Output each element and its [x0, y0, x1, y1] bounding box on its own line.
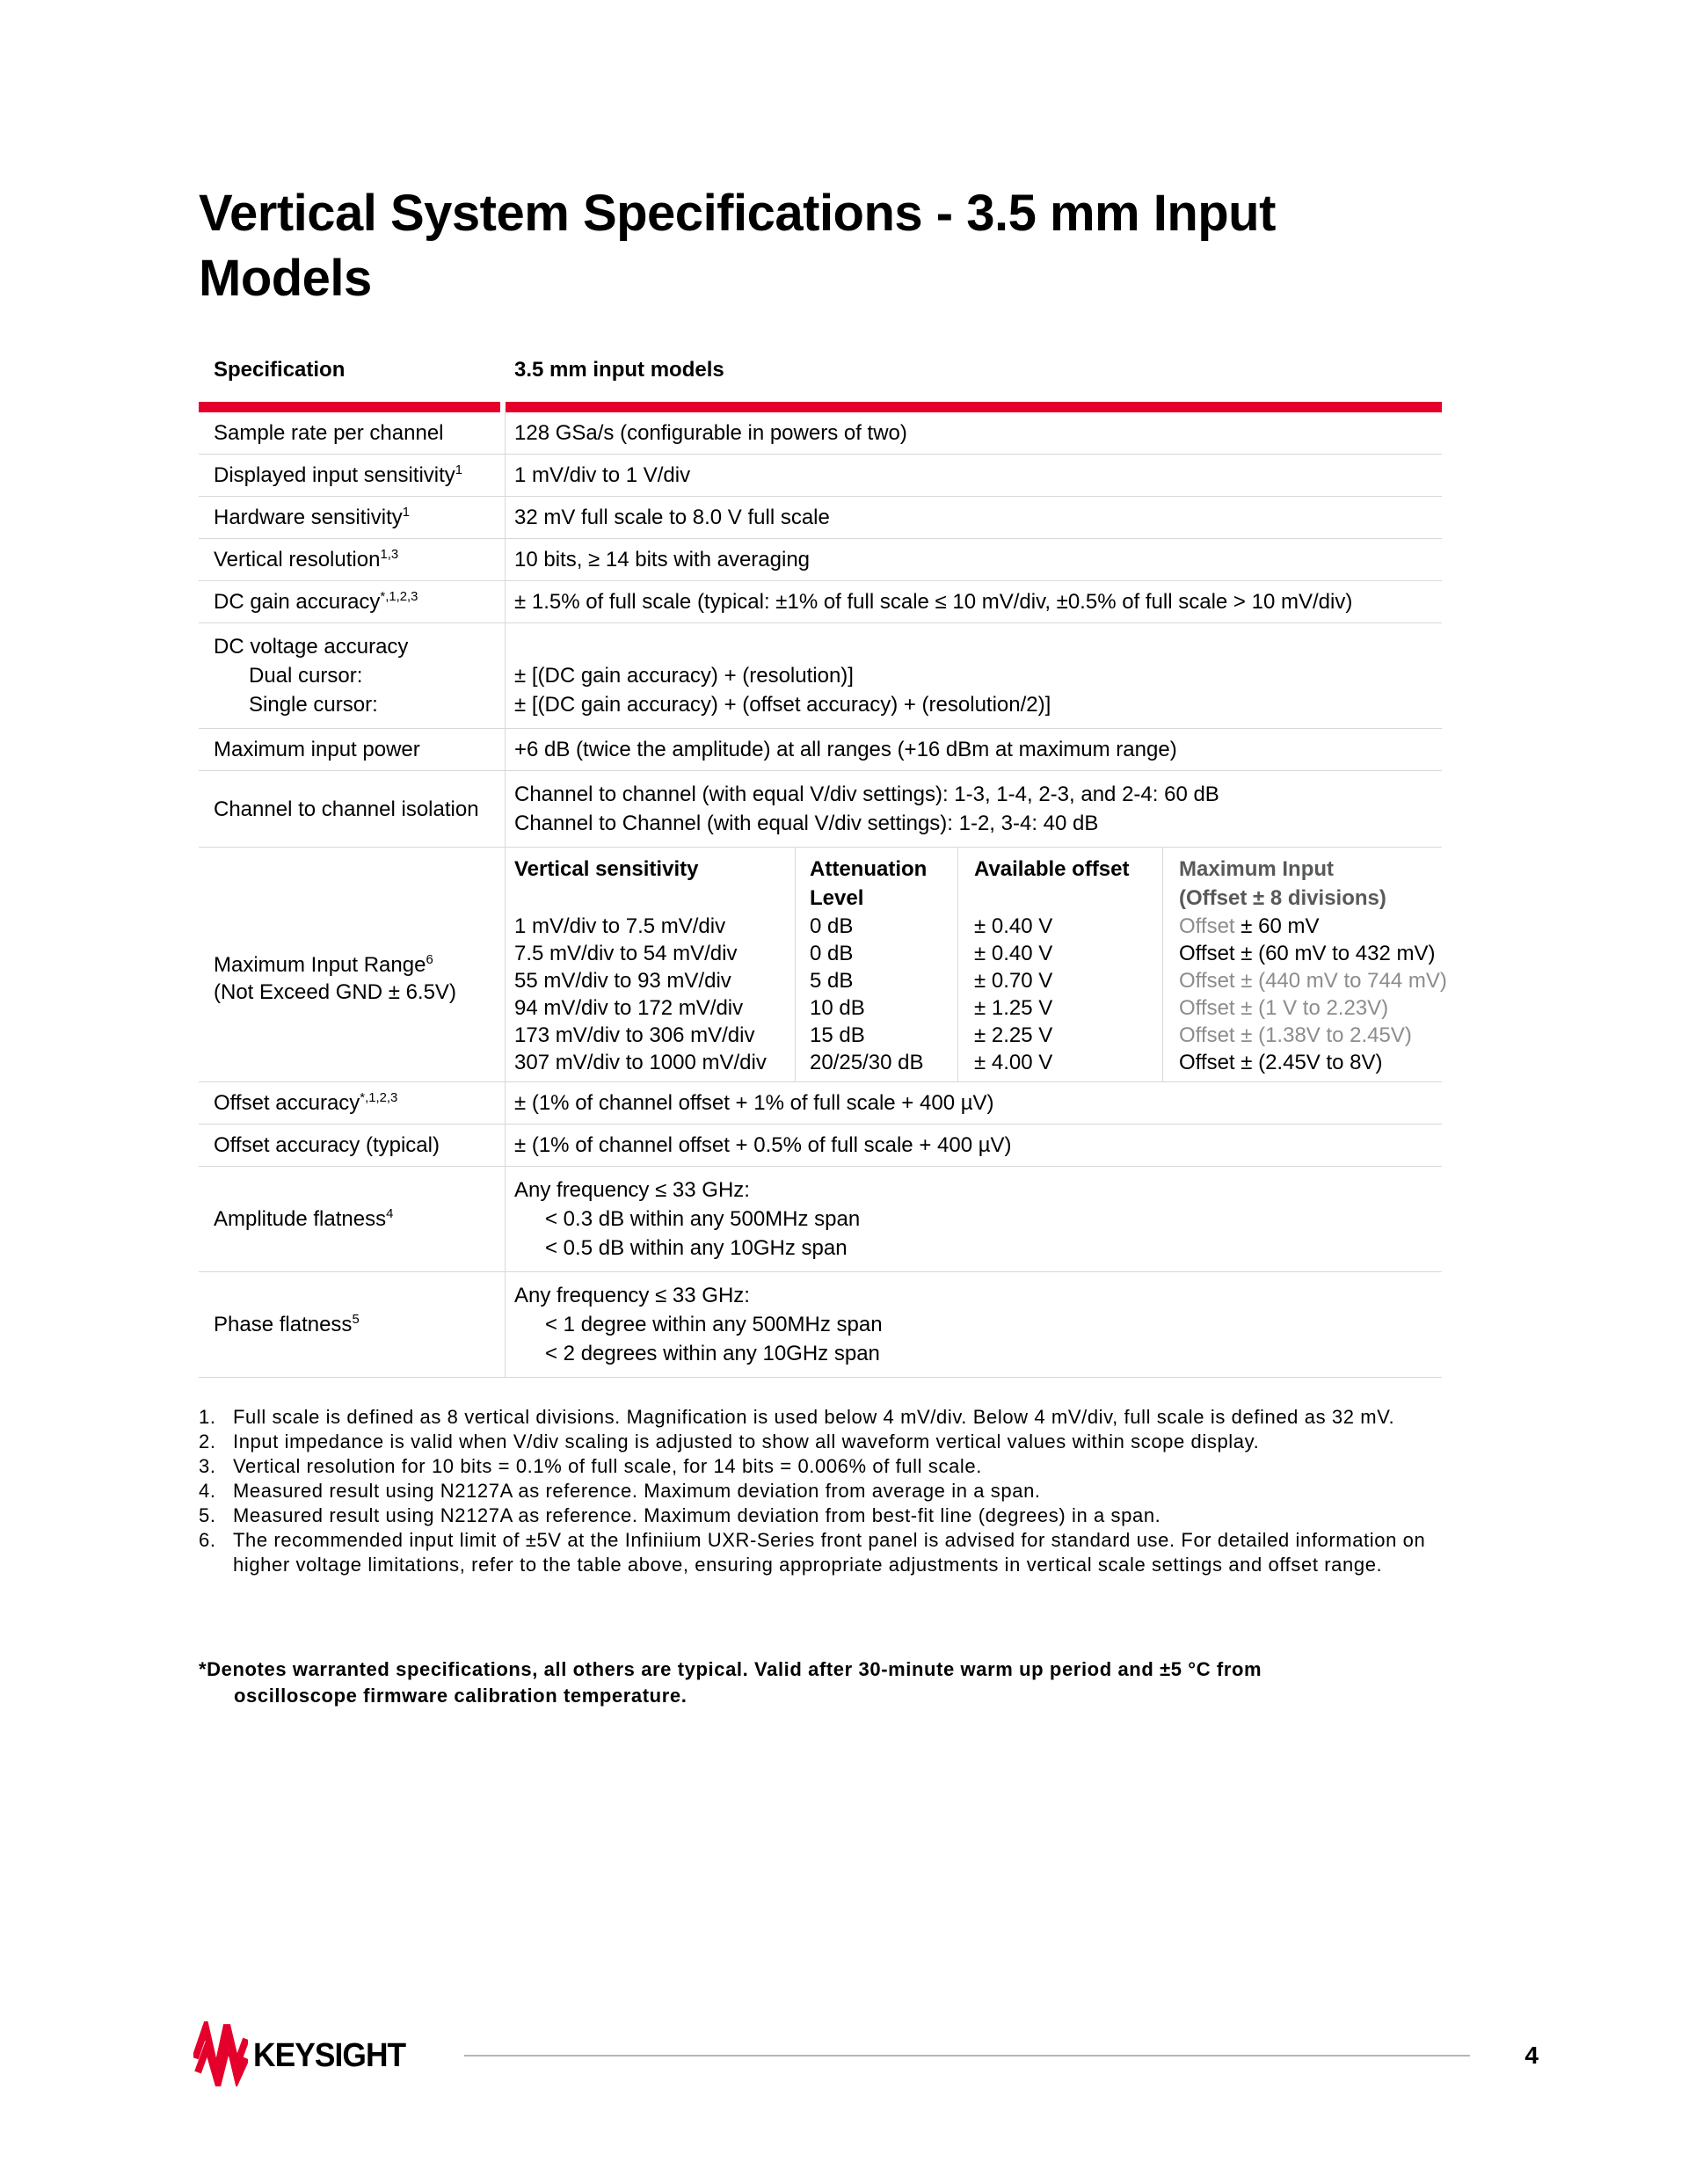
nested-col-maximum-input: [1163, 848, 1447, 1081]
row-label: [199, 455, 506, 496]
row-label: [199, 623, 506, 728]
column-header-specification: Specification: [214, 358, 346, 382]
page-title: Vertical System Specifications - 3.5 mm Input Models: [199, 185, 1276, 307]
label-text: Amplitude flatness: [214, 1207, 387, 1231]
nested-header-maximum-input: [1179, 855, 1442, 913]
table-row-vertical-resolution: [199, 539, 1442, 581]
value-line-2: < 1 degree within any 500MHz span: [545, 1313, 883, 1336]
nested-cell: 10 dB: [810, 996, 865, 1020]
label-text: Vertical resolution: [214, 548, 381, 571]
footnote-number: 1.: [199, 1406, 216, 1428]
nested-cell: [1179, 967, 1447, 994]
nested-cell: 1 mV/div to 7.5 mV/div: [514, 914, 726, 938]
keysight-spark-icon: [193, 2021, 248, 2091]
value-line-single-cursor: ± [(DC gain accuracy) + (offset accuracy) + (resolution/2)]: [514, 693, 1051, 717]
nested-cell: 7.5 mV/div to 54 mV/div: [514, 942, 738, 965]
value-line-1: Any frequency ≤ 33 GHz:: [514, 1178, 750, 1202]
footnote-text: The recommended input limit of ±5V at the Infiniium UXR-Series front panel is advised for standard use. For detailed information on higher voltage limitations, refer to the table above, ensuring appropriate adjustments in vertical scale settings and offset range.: [233, 1529, 1426, 1576]
nested-header-vertical-sensitivity: Vertical sensitivity: [514, 857, 699, 881]
table-row-phase-flatness: [199, 1272, 1442, 1378]
nested-cell: 15 dB: [810, 1023, 865, 1047]
row-label: [199, 497, 506, 538]
nested-cell: [1179, 994, 1442, 1022]
nested-col-attenuation-level: [796, 848, 958, 1081]
gray-text: Offset ± (1 V to 2.23V): [1179, 996, 1389, 1020]
label-text: Phase flatness: [214, 1313, 353, 1336]
header-line-2: (Offset ± 8 divisions): [1179, 886, 1386, 910]
value-line-3: < 2 degrees within any 10GHz span: [545, 1342, 880, 1365]
footnote-number: 4.: [199, 1480, 216, 1502]
label-text: Offset accuracy: [214, 1091, 360, 1115]
nested-cell: 55 mV/div to 93 mV/div: [514, 969, 731, 993]
row-label: [199, 1272, 506, 1377]
table-row-sample-rate: [199, 412, 1442, 455]
row-label: [199, 1167, 506, 1271]
nested-cell: ± 4.00 V: [974, 1051, 1053, 1074]
keysight-wordmark: KEYSIGHT: [253, 2036, 406, 2074]
label-text: Displayed input sensitivity: [214, 463, 455, 487]
label-superscript: 1: [455, 463, 463, 477]
black-text: Offset ± (2.45V to 8V): [1179, 1051, 1383, 1074]
footnote-5: [199, 1503, 1447, 1528]
nested-cell: [1179, 940, 1442, 967]
accent-bar-left-segment: [199, 402, 500, 412]
nested-cell: 20/25/30 dB: [810, 1051, 924, 1074]
row-label: [199, 581, 506, 622]
row-value: 10 bits, ≥ 14 bits with averaging: [514, 548, 811, 571]
nested-cell: 307 mV/div to 1000 mV/div: [514, 1051, 767, 1074]
header-line-2: Level: [810, 886, 864, 910]
value-line-2: < 0.3 dB within any 500MHz span: [545, 1207, 861, 1231]
nested-cell: 5 dB: [810, 969, 854, 993]
footnote-1: [199, 1405, 1447, 1430]
table-row-dc-gain-accuracy: [199, 581, 1442, 623]
accent-bar-right-segment: [506, 402, 1442, 412]
table-header-row: [199, 358, 1442, 382]
table-row-channel-isolation: [199, 771, 1442, 848]
table-row-amplitude-flatness: [199, 1167, 1442, 1272]
nested-header-attenuation-level: [810, 855, 957, 913]
label-text: Channel to channel isolation: [214, 797, 479, 821]
value-line-blank: [514, 632, 1435, 661]
nested-cell: ± 0.40 V: [974, 942, 1053, 965]
footnote-number: 3.: [199, 1455, 216, 1477]
footnote-text: Vertical resolution for 10 bits = 0.1% of full scale, for 14 bits = 0.006% of full scale.: [233, 1455, 982, 1477]
label-line-single-cursor: Single cursor:: [249, 693, 378, 717]
label-wrap: [214, 1205, 393, 1234]
nested-col-available-offset: [958, 848, 1163, 1081]
label-line-2: (Not Exceed GND ± 6.5V): [214, 980, 456, 1004]
table-row-max-input-power: [199, 729, 1442, 771]
label-line-1: [214, 951, 498, 979]
label-text: Hardware sensitivity: [214, 506, 403, 529]
nested-cell: 94 mV/div to 172 mV/div: [514, 996, 744, 1020]
row-label: [199, 848, 506, 1081]
value-line-2: Channel to Channel (with equal V/div settings): 1-2, 3-4: 40 dB: [514, 812, 1099, 835]
label-superscript: 5: [352, 1313, 360, 1327]
row-label: Sample rate per channel: [199, 412, 506, 454]
label-superscript: 4: [386, 1207, 394, 1221]
gray-text: Offset: [1179, 914, 1241, 938]
row-label: [199, 771, 506, 847]
label-superscript: 1,3: [380, 548, 399, 562]
nested-cell: [1179, 1049, 1442, 1076]
footnote-text: Measured result using N2127A as reference. Maximum deviation from average in a span.: [233, 1480, 1041, 1502]
value-line-1: Any frequency ≤ 33 GHz:: [514, 1284, 750, 1307]
footnote-text: Input impedance is valid when V/div scaling is adjusted to show all waveform vertical values within scope display.: [233, 1431, 1260, 1452]
keysight-logo: [193, 2021, 417, 2091]
header-line-1: Maximum Input: [1179, 857, 1335, 881]
row-label: [199, 1082, 506, 1124]
footnote-text: Measured result using N2127A as reference. Maximum deviation from best-fit line (degrees) in a span.: [233, 1504, 1161, 1526]
label-text: Maximum Input Range: [214, 953, 426, 977]
warranted-specifications-note: *Denotes warranted specifications, all others are typical. Valid after 30-minute warm up period and ±5 °C from oscilloscope firmware calibration temperature.: [199, 1658, 1262, 1707]
row-value: ± (1% of channel offset + 1% of full scale + 400 µV): [514, 1091, 994, 1115]
footnote-list: [199, 1405, 1447, 1577]
value-line-3: < 0.5 dB within any 10GHz span: [545, 1236, 848, 1260]
row-value: [506, 771, 1442, 847]
label-superscript: *,1,2,3: [360, 1091, 398, 1105]
footnote-3: [199, 1454, 1447, 1479]
gray-text: Offset ± (1.38V to 2.45V): [1179, 1023, 1412, 1047]
row-label: Offset accuracy (typical): [199, 1125, 506, 1166]
footnote-6: [199, 1528, 1447, 1577]
row-label: [199, 539, 506, 580]
label-text: DC gain accuracy: [214, 590, 381, 614]
table-row-dc-voltage-accuracy: [199, 623, 1442, 729]
row-value: 1 mV/div to 1 V/div: [514, 463, 691, 487]
row-value-nested-table: [506, 848, 1447, 1081]
nested-cell: ± 2.25 V: [974, 1023, 1053, 1047]
table-row-hardware-sensitivity: [199, 497, 1442, 539]
table-row-displayed-sensitivity: [199, 455, 1442, 497]
row-value: [506, 1167, 1442, 1271]
black-text: Offset ± (60 mV to 432 mV): [1179, 942, 1436, 965]
page-footer: [193, 2020, 1539, 2091]
table-accent-bar: [199, 402, 1442, 412]
max-input-range-label: [214, 848, 498, 1006]
nested-header-available-offset: Available offset: [974, 857, 1130, 881]
header-line-1: Attenuation: [810, 857, 928, 881]
row-value: [506, 1272, 1442, 1377]
nested-cell: 0 dB: [810, 914, 854, 938]
footer-divider-line: [464, 2055, 1470, 2057]
footnote-text: Full scale is defined as 8 vertical divisions. Magnification is used below 4 mV/div. Below 4 mV/div, full scale is defined as 32 mV.: [233, 1406, 1395, 1428]
row-label: Maximum input power: [199, 729, 506, 770]
nested-cell: 0 dB: [810, 942, 854, 965]
label-superscript: 6: [426, 953, 433, 967]
gray-text: Offset ± (440 mV to 744 mV): [1179, 969, 1447, 993]
label-line-dual-cursor: Dual cursor:: [249, 664, 363, 688]
nested-cell: ± 1.25 V: [974, 996, 1053, 1020]
table-row-offset-accuracy-typical: [199, 1125, 1442, 1167]
table-row-offset-accuracy: [199, 1082, 1442, 1125]
row-value: ± 1.5% of full scale (typical: ±1% of full scale ≤ 10 mV/div, ±0.5% of full scale > 10 mV/div): [514, 590, 1353, 614]
nested-cell: ± 0.40 V: [974, 914, 1053, 938]
label-superscript: *,1,2,3: [380, 590, 418, 604]
nested-range-table: [506, 848, 1447, 1081]
table-row-max-input-range: [199, 848, 1447, 1082]
row-value: +6 dB (twice the amplitude) at all ranges (+16 dBm at maximum range): [514, 738, 1177, 761]
row-value: ± (1% of channel offset + 0.5% of full scale + 400 µV): [514, 1133, 1012, 1157]
footnote-number: 6.: [199, 1529, 216, 1551]
black-text: ± 60 mV: [1241, 914, 1320, 938]
nested-col-vertical-sensitivity: [506, 848, 796, 1081]
footnote-2: [199, 1430, 1447, 1454]
page-number: 4: [1524, 2042, 1539, 2069]
specifications-table: [199, 358, 1447, 1378]
nested-cell: [1179, 1022, 1442, 1049]
nested-cell: 173 mV/div to 306 mV/div: [514, 1023, 755, 1047]
nested-cell: [1179, 913, 1442, 940]
row-value: 128 GSa/s (configurable in powers of two): [514, 421, 907, 445]
value-line-dual-cursor: ± [(DC gain accuracy) + (resolution)]: [514, 664, 854, 688]
column-header-models: 3.5 mm input models: [514, 358, 724, 382]
footnote-number: 5.: [199, 1504, 216, 1526]
row-value: 32 mV full scale to 8.0 V full scale: [514, 506, 830, 529]
label-superscript: 1: [402, 506, 411, 520]
label-wrap: [214, 1310, 360, 1339]
label-line-main: DC voltage accuracy: [214, 635, 409, 659]
nested-cell: ± 0.70 V: [974, 969, 1053, 993]
footnote-4: [199, 1479, 1447, 1503]
footnote-number: 2.: [199, 1431, 216, 1452]
row-value: [506, 623, 1442, 728]
value-line-1: Channel to channel (with equal V/div settings): 1-3, 1-4, 2-3, and 2-4: 60 dB: [514, 783, 1219, 806]
